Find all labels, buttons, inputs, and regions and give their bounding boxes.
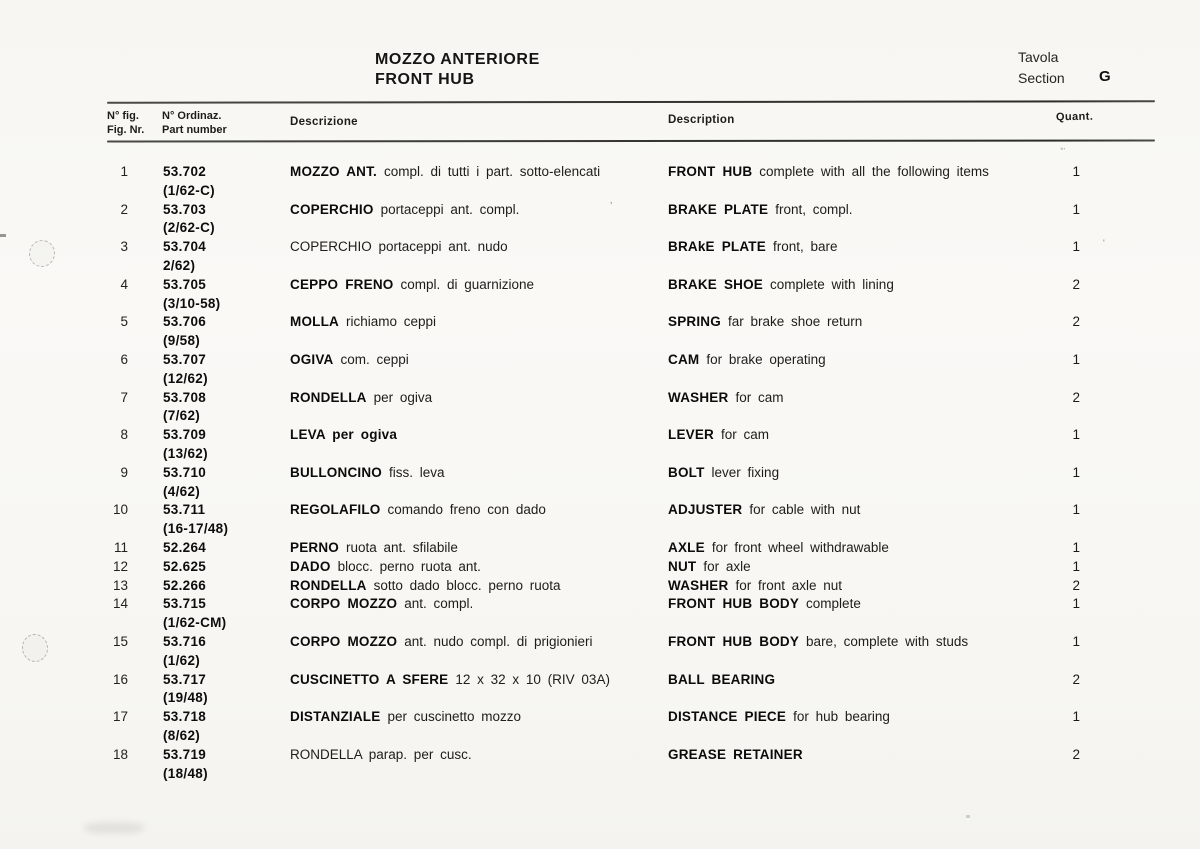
description-english — [668, 708, 1020, 727]
description-english — [668, 201, 1020, 220]
table-row — [95, 595, 1080, 633]
fig-number: 10 — [112, 502, 128, 518]
part-ordinal: (9/58) — [163, 333, 201, 349]
column-header-part-line2: Part number — [162, 124, 227, 136]
section-letter: G — [1099, 68, 1112, 85]
fig-number: 11 — [113, 539, 128, 555]
table-row — [95, 558, 1080, 577]
description-english — [668, 577, 1020, 596]
part-number: 53.705 — [163, 276, 207, 292]
description-english-name: WASHER — [668, 389, 729, 405]
description-italian-detail: per cuscinetto mozzo — [387, 709, 522, 725]
description-italian — [290, 633, 668, 652]
table-row — [95, 539, 1080, 558]
description-italian — [290, 163, 668, 182]
scan-artifact: ’ — [610, 201, 613, 212]
quantity: 1 — [1072, 201, 1080, 217]
section-labels — [1018, 47, 1065, 89]
part-number: 53.717 — [163, 671, 207, 687]
part-number-cell — [128, 389, 290, 427]
part-number-cell — [128, 708, 290, 746]
description-italian — [290, 464, 668, 483]
description-english-detail: for axle — [703, 558, 751, 574]
description-english-name: LEVER — [668, 427, 715, 443]
part-number: 53.716 — [163, 633, 207, 649]
page-title — [375, 50, 540, 90]
part-ordinal: (7/62) — [163, 408, 201, 424]
description-english — [668, 595, 1020, 614]
fig-number: 3 — [120, 239, 128, 255]
part-ordinal: 2/62) — [163, 257, 196, 273]
description-english-detail: complete — [806, 596, 861, 612]
table-row — [95, 238, 1080, 276]
description-english — [668, 276, 1020, 295]
part-number-cell — [128, 276, 290, 314]
fig-number: 6 — [120, 351, 128, 367]
description-english-detail: complete with all the following items — [759, 164, 989, 179]
description-english-name: ADJUSTER — [668, 502, 743, 518]
fig-number: 17 — [112, 709, 128, 725]
part-number-cell — [128, 201, 290, 239]
description-english-name: AXLE — [668, 539, 705, 555]
description-english-detail: front, bare — [772, 239, 838, 255]
description-italian-detail: per ogiva — [373, 389, 433, 405]
description-italian — [290, 708, 668, 727]
description-italian — [290, 389, 668, 408]
scan-artifact-smudge — [84, 822, 144, 834]
scan-artifact — [966, 815, 970, 818]
part-number: 53.718 — [163, 709, 207, 725]
page-title-italian: MOZZO ANTERIORE — [375, 51, 540, 68]
part-number: 53.719 — [163, 746, 207, 762]
quantity: 1 — [1072, 596, 1080, 612]
description-italian-name: OGIVA — [290, 351, 334, 367]
description-italian-name: CORPO MOZZO — [290, 633, 398, 649]
description-italian-name: COPERCHIO — [290, 201, 374, 217]
description-english-detail: for front axle nut — [735, 577, 843, 593]
description-italian-detail: compl. di tutti i part. sotto-elencati — [384, 164, 601, 179]
description-italian-detail: comando freno con dado — [387, 502, 546, 518]
quantity: 1 — [1072, 709, 1080, 725]
column-header-part-line1: N° Ordinaz. — [162, 110, 222, 122]
part-ordinal: (3/10-58) — [163, 295, 221, 311]
description-english — [668, 351, 1020, 370]
description-italian — [290, 558, 668, 577]
table-row — [95, 351, 1080, 389]
description-italian-name: MOLLA — [290, 314, 339, 330]
description-italian-name: RONDELLA — [290, 389, 367, 405]
description-italian-detail: 12 x 32 x 10 (RIV 03A) — [455, 671, 610, 687]
description-english — [668, 746, 1020, 765]
description-italian-name: REGOLAFILO — [290, 502, 381, 518]
description-italian-detail: com. ceppi — [340, 351, 409, 367]
part-ordinal: (16-17/48) — [163, 521, 229, 537]
description-english — [668, 313, 1020, 332]
description-english-name: FRONT HUB BODY — [668, 596, 800, 612]
description-english-name: NUT — [668, 558, 697, 574]
header-rule-top — [107, 100, 1155, 103]
table-row — [95, 746, 1080, 784]
part-number: 52.264 — [163, 539, 207, 555]
description-english-name: SPRING — [668, 314, 721, 330]
description-english — [668, 426, 1020, 445]
description-english-name: FRONT HUB — [668, 164, 753, 179]
description-english-name: BRAKE PLATE — [668, 201, 769, 217]
description-english — [668, 633, 1020, 652]
fig-number: 15 — [112, 633, 128, 649]
fig-number: 1 — [120, 164, 128, 179]
part-number: 53.709 — [163, 427, 207, 443]
quantity: 1 — [1072, 427, 1080, 443]
part-number-cell — [128, 595, 290, 633]
tavola-label: Tavola — [1018, 49, 1059, 65]
column-header-fig-line1: N° fig. — [107, 110, 139, 122]
description-italian-detail: blocc. perno ruota ant. — [337, 558, 481, 574]
description-english-name: BALL BEARING — [668, 671, 776, 687]
part-number: 52.625 — [163, 558, 207, 574]
fig-number: 8 — [120, 427, 128, 443]
quantity: 1 — [1072, 502, 1080, 518]
table-row — [95, 501, 1080, 539]
column-header-description: Description — [668, 114, 735, 126]
part-number-cell — [128, 464, 290, 502]
description-italian — [290, 276, 668, 295]
fig-number: 18 — [112, 746, 128, 762]
fig-number: 13 — [112, 577, 128, 593]
description-english-name: BRAkE PLATE — [668, 239, 766, 255]
description-italian-name: PERNO — [290, 539, 340, 555]
table-row — [95, 276, 1080, 314]
part-number-cell — [128, 238, 290, 276]
description-english-name: WASHER — [668, 577, 729, 593]
scan-artifact: *’ — [1059, 145, 1066, 156]
table-row — [95, 708, 1080, 746]
description-english-detail: for cam — [735, 389, 784, 405]
part-ordinal: (8/62) — [163, 727, 201, 743]
description-english — [668, 163, 1020, 182]
description-english-detail: for brake operating — [706, 351, 826, 367]
part-ordinal: (1/62-CM) — [163, 615, 227, 631]
description-english-detail: for cable with nut — [749, 502, 861, 518]
description-italian-name: DADO — [290, 558, 331, 574]
quantity: 2 — [1072, 577, 1080, 593]
description-english — [668, 671, 1020, 690]
part-ordinal: (2/62-C) — [163, 220, 215, 236]
quantity: 1 — [1072, 351, 1080, 367]
description-italian — [290, 539, 668, 558]
table-row — [95, 464, 1080, 502]
column-header-descrizione: Descrizione — [290, 116, 358, 128]
description-english-name: FRONT HUB BODY — [668, 633, 800, 649]
part-number: 53.704 — [163, 239, 207, 255]
quantity: 1 — [1072, 558, 1080, 574]
part-number-cell — [128, 671, 290, 709]
description-english-name: CAM — [668, 351, 700, 367]
description-english-detail: front, compl. — [775, 201, 853, 217]
scan-artifact: ʹ — [1103, 238, 1105, 248]
description-italian-detail: compl. di guarnizione — [400, 276, 535, 292]
description-english-detail: lever fixing — [711, 464, 780, 480]
part-number: 53.711 — [163, 502, 206, 518]
part-ordinal: (4/62) — [163, 483, 201, 499]
part-number-cell — [128, 539, 290, 558]
quantity: 2 — [1072, 389, 1080, 405]
part-ordinal: (19/48) — [163, 690, 208, 706]
part-ordinal: (12/62) — [163, 370, 208, 386]
part-number: 53.702 — [163, 164, 207, 179]
part-number-cell — [128, 163, 290, 201]
part-number-cell — [128, 501, 290, 539]
description-english-detail: for front wheel withdrawable — [711, 539, 889, 555]
description-english-name: DISTANCE PIECE — [668, 709, 787, 725]
table-row — [95, 426, 1080, 464]
part-number-cell — [128, 577, 290, 596]
part-number-cell — [128, 633, 290, 671]
description-italian — [290, 351, 668, 370]
quantity: 2 — [1072, 314, 1080, 330]
fig-number: 16 — [112, 671, 128, 687]
description-english — [668, 464, 1020, 483]
description-italian-detail: portaceppi ant. compl. — [380, 201, 520, 217]
column-header-fig-line2: Fig. Nr. — [107, 124, 145, 136]
description-italian-name: CORPO MOZZO — [290, 596, 398, 612]
part-number-cell — [128, 746, 290, 784]
description-italian-detail: ruota ant. sfilabile — [346, 539, 458, 555]
description-italian — [290, 313, 668, 332]
description-italian — [290, 595, 668, 614]
description-italian-name: DISTANZIALE — [290, 709, 381, 725]
description-italian-detail: richiamo ceppi — [346, 314, 437, 330]
description-italian-detail: sotto dado blocc. perno ruota — [373, 577, 561, 593]
description-english — [668, 558, 1020, 577]
description-italian-name: BULLONCINO — [290, 464, 382, 480]
fig-number: 9 — [120, 464, 128, 480]
description-italian-detail: COPERCHIO portaceppi ant. nudo — [290, 239, 508, 255]
table-row — [95, 201, 1080, 239]
part-number-cell — [128, 351, 290, 389]
part-number-cell — [128, 426, 290, 464]
section-label: Section — [1018, 70, 1065, 86]
quantity: 2 — [1072, 746, 1080, 762]
quantity: 1 — [1072, 464, 1080, 480]
part-ordinal: (1/62-C) — [163, 182, 215, 198]
description-english-detail: far brake shoe return — [727, 314, 863, 330]
fig-number: 12 — [112, 558, 128, 574]
quantity: 2 — [1072, 671, 1080, 687]
header-rule-bottom — [107, 140, 1155, 143]
description-italian-name: CUSCINETTO A SFERE — [290, 671, 449, 687]
description-italian — [290, 671, 668, 690]
part-ordinal: (13/62) — [163, 445, 208, 461]
description-italian-name: CEPPO FRENO — [290, 276, 394, 292]
part-ordinal: (18/48) — [163, 765, 208, 781]
description-english-detail: bare, complete with studs — [806, 633, 969, 649]
table-row — [95, 313, 1080, 351]
part-number-cell — [128, 313, 290, 351]
description-english — [668, 238, 1020, 257]
quantity: 1 — [1072, 633, 1080, 649]
table-row — [95, 671, 1080, 709]
scan-artifact-circle — [20, 632, 50, 663]
description-italian-name: MOZZO ANT. — [290, 164, 377, 179]
description-english — [668, 501, 1020, 520]
part-number: 52.266 — [163, 577, 207, 593]
part-number: 53.707 — [163, 351, 207, 367]
description-english — [668, 539, 1020, 558]
description-italian-detail: RONDELLA parap. per cusc. — [290, 746, 472, 762]
description-italian-detail: ant. compl. — [404, 596, 474, 612]
fig-number: 2 — [120, 201, 128, 217]
part-number-cell — [128, 558, 290, 577]
description-english-detail: complete with lining — [770, 276, 894, 292]
description-italian-name: RONDELLA — [290, 577, 367, 593]
scan-artifact-circle — [26, 237, 58, 269]
table-row — [95, 163, 1080, 201]
fig-number: 7 — [120, 389, 128, 405]
table-row — [95, 389, 1080, 427]
table-row — [95, 633, 1080, 671]
scan-artifact — [0, 234, 6, 237]
description-english-name: BOLT — [668, 464, 705, 480]
page-title-english: FRONT HUB — [375, 71, 475, 88]
description-italian-detail: fiss. leva — [389, 464, 445, 480]
description-italian-name: LEVA per ogiva — [290, 427, 398, 443]
fig-number: 4 — [120, 276, 128, 292]
table-row — [95, 577, 1080, 596]
quantity: 1 — [1072, 239, 1080, 255]
part-number: 53.715 — [163, 596, 207, 612]
description-italian — [290, 501, 668, 520]
fig-number: 5 — [120, 314, 128, 330]
description-english-detail: for hub bearing — [793, 709, 890, 725]
description-english — [668, 389, 1020, 408]
part-number: 53.703 — [163, 201, 207, 217]
column-header-fig — [107, 109, 144, 137]
description-italian — [290, 426, 668, 445]
part-number: 53.708 — [163, 389, 207, 405]
parts-table-body — [95, 163, 1080, 783]
quantity: 2 — [1072, 276, 1080, 292]
column-header-quantity: Quant. — [1055, 110, 1094, 124]
quantity: 1 — [1072, 539, 1080, 555]
description-italian-detail: ant. nudo compl. di prigionieri — [404, 633, 593, 649]
description-italian — [290, 238, 668, 257]
part-number: 53.706 — [163, 314, 207, 330]
description-italian — [290, 746, 668, 765]
fig-number: 14 — [112, 596, 128, 612]
column-header-part-number — [162, 109, 227, 137]
quantity: 1 — [1072, 164, 1080, 179]
description-english-name: BRAKE SHOE — [668, 276, 764, 292]
part-number: 53.710 — [163, 464, 207, 480]
description-italian — [290, 577, 668, 596]
part-ordinal: (1/62) — [163, 652, 201, 668]
description-english-detail: for cam — [721, 427, 770, 443]
description-english-name: GREASE RETAINER — [668, 746, 803, 762]
